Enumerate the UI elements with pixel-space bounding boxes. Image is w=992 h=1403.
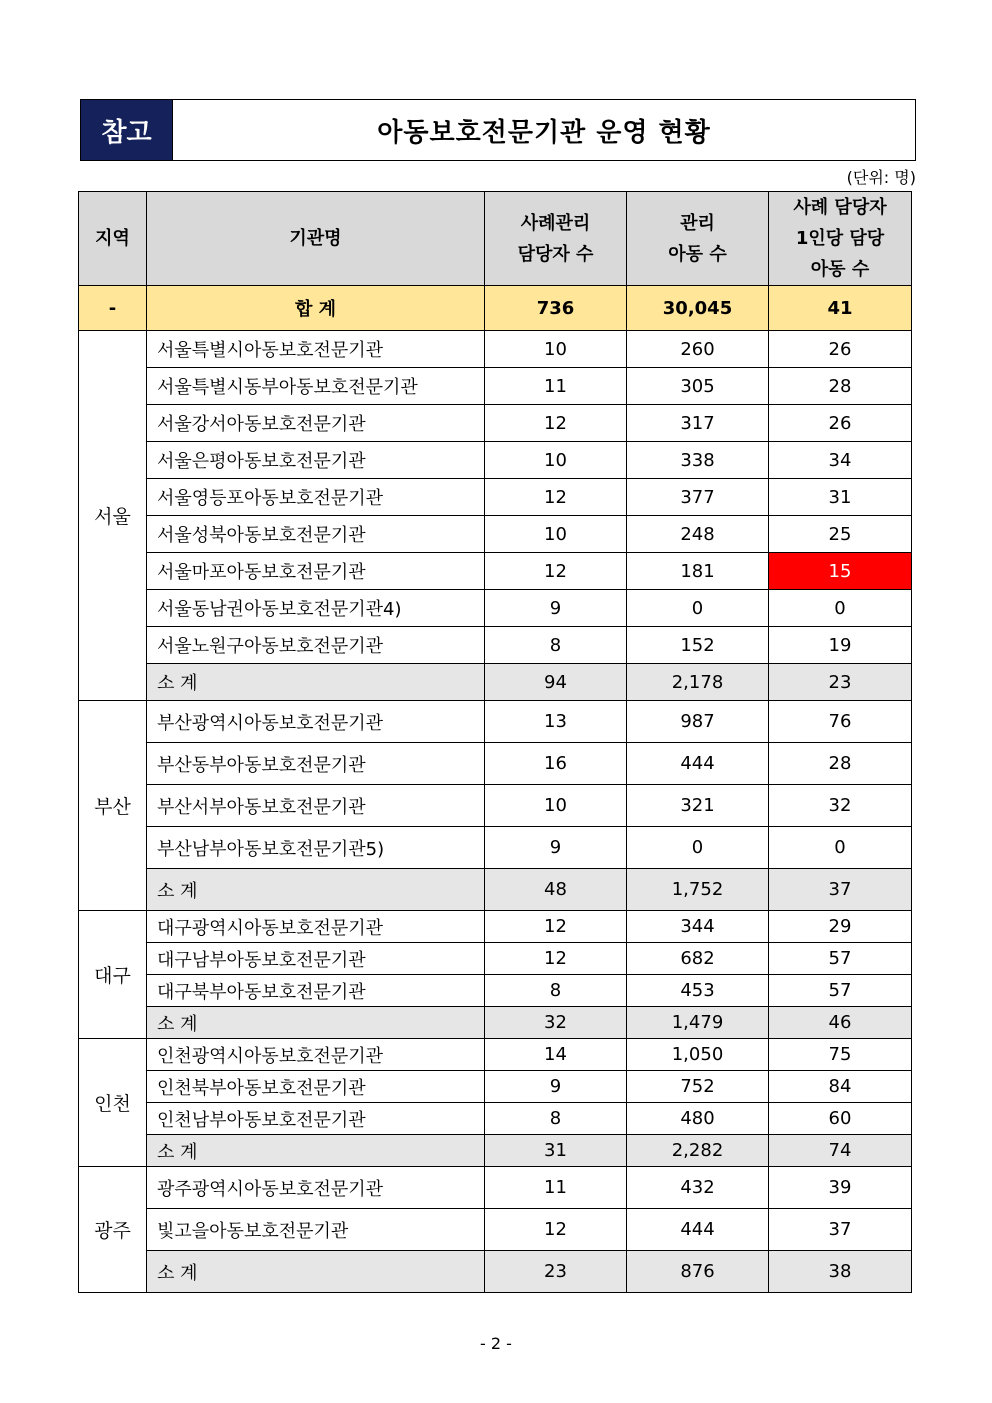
table-row [79,627,912,664]
per-cell: 29 [769,911,912,943]
table-row [79,479,912,516]
name-cell: 서울영등포아동보호전문기관 [147,479,485,516]
staff-cell: 8 [485,975,627,1007]
unit-note: (단위: 명) [846,168,916,187]
total-per: 41 [769,286,912,331]
name-cell: 서울성북아동보호전문기관 [147,516,485,553]
name-cell: 서울마포아동보호전문기관 [147,553,485,590]
page-number: - 2 - [480,1334,512,1353]
staff-cell: 10 [485,516,627,553]
title-box [80,99,916,161]
per-cell: 37 [769,1209,912,1251]
staff-cell: 12 [485,1209,627,1251]
col-header-staff: 사례관리 담당자 수 [485,192,627,286]
staff-cell: 11 [485,1167,627,1209]
col-header-per: 사례 담당자 1인당 담당 아동 수 [769,192,912,286]
name-cell: 소 계 [147,1251,485,1293]
table-row [79,1039,912,1071]
children-cell: 0 [627,827,769,869]
table-row [79,442,912,479]
name-cell: 부산서부아동보호전문기관 [147,785,485,827]
staff-cell: 31 [485,1135,627,1167]
staff-cell: 23 [485,1251,627,1293]
total-row [79,286,912,331]
total-region: - [79,286,147,331]
per-cell: 25 [769,516,912,553]
table-row [79,1071,912,1103]
staff-cell: 94 [485,664,627,701]
children-cell: 344 [627,911,769,943]
per-cell: 26 [769,405,912,442]
per-cell: 15 [769,553,912,590]
staff-cell: 48 [485,869,627,911]
subtotal-row [79,1007,912,1039]
staff-cell: 9 [485,590,627,627]
per-cell: 32 [769,785,912,827]
per-cell: 0 [769,590,912,627]
table-row [79,701,912,743]
children-cell: 480 [627,1103,769,1135]
region-cell: 광주 [79,1167,147,1293]
children-cell: 1,752 [627,869,769,911]
staff-cell: 9 [485,827,627,869]
name-cell: 대구남부아동보호전문기관 [147,943,485,975]
children-cell: 2,178 [627,664,769,701]
staff-cell: 11 [485,368,627,405]
children-cell: 432 [627,1167,769,1209]
per-cell: 57 [769,943,912,975]
name-cell: 서울특별시동부아동보호전문기관 [147,368,485,405]
table-row [79,943,912,975]
per-cell: 38 [769,1251,912,1293]
table-row [79,1167,912,1209]
region-cell: 인천 [79,1039,147,1167]
name-cell: 소 계 [147,1007,485,1039]
table-row [79,1209,912,1251]
col-header-name: 기관명 [147,192,485,286]
staff-cell: 10 [485,331,627,368]
staff-cell: 12 [485,553,627,590]
name-cell: 서울동남권아동보호전문기관4) [147,590,485,627]
name-cell: 서울강서아동보호전문기관 [147,405,485,442]
total-children: 30,045 [627,286,769,331]
staff-cell: 14 [485,1039,627,1071]
children-cell: 305 [627,368,769,405]
name-cell: 인천광역시아동보호전문기관 [147,1039,485,1071]
children-cell: 876 [627,1251,769,1293]
name-cell: 서울은평아동보호전문기관 [147,442,485,479]
agency-table [78,191,912,1293]
name-cell: 대구광역시아동보호전문기관 [147,911,485,943]
per-cell: 46 [769,1007,912,1039]
staff-cell: 9 [485,1071,627,1103]
table-row [79,516,912,553]
table-row [79,827,912,869]
per-cell: 31 [769,479,912,516]
staff-cell: 12 [485,405,627,442]
col-header-region: 지역 [79,192,147,286]
per-cell: 76 [769,701,912,743]
per-cell: 23 [769,664,912,701]
page-title: 아동보호전문기관 운영 현황 [377,117,711,148]
name-cell: 부산광역시아동보호전문기관 [147,701,485,743]
children-cell: 321 [627,785,769,827]
table-row [79,1103,912,1135]
children-cell: 444 [627,743,769,785]
name-cell: 소 계 [147,1135,485,1167]
table-row [79,785,912,827]
region-cell: 부산 [79,701,147,911]
per-cell: 28 [769,743,912,785]
table-row [79,331,912,368]
staff-cell: 16 [485,743,627,785]
subtotal-row [79,664,912,701]
region-cell: 서울 [79,331,147,701]
name-cell: 소 계 [147,869,485,911]
children-cell: 682 [627,943,769,975]
staff-cell: 32 [485,1007,627,1039]
subtotal-row [79,1251,912,1293]
children-cell: 152 [627,627,769,664]
table-row [79,911,912,943]
subtotal-row [79,1135,912,1167]
children-cell: 181 [627,553,769,590]
staff-cell: 8 [485,1103,627,1135]
children-cell: 2,282 [627,1135,769,1167]
per-cell: 84 [769,1071,912,1103]
per-cell: 26 [769,331,912,368]
staff-cell: 13 [485,701,627,743]
children-cell: 260 [627,331,769,368]
per-cell: 19 [769,627,912,664]
children-cell: 1,050 [627,1039,769,1071]
table-row [79,368,912,405]
children-cell: 338 [627,442,769,479]
per-cell: 57 [769,975,912,1007]
name-cell: 빛고을아동보호전문기관 [147,1209,485,1251]
per-cell: 0 [769,827,912,869]
table-row [79,553,912,590]
per-cell: 39 [769,1167,912,1209]
staff-cell: 12 [485,479,627,516]
name-cell: 광주광역시아동보호전문기관 [147,1167,485,1209]
children-cell: 453 [627,975,769,1007]
per-cell: 37 [769,869,912,911]
name-cell: 서울특별시아동보호전문기관 [147,331,485,368]
per-cell: 34 [769,442,912,479]
per-cell: 75 [769,1039,912,1071]
header-row [79,192,912,286]
name-cell: 서울노원구아동보호전문기관 [147,627,485,664]
children-cell: 987 [627,701,769,743]
table-row [79,743,912,785]
name-cell: 부산남부아동보호전문기관5) [147,827,485,869]
staff-cell: 12 [485,943,627,975]
children-cell: 317 [627,405,769,442]
table-row [79,405,912,442]
name-cell: 인천남부아동보호전문기관 [147,1103,485,1135]
children-cell: 377 [627,479,769,516]
subtotal-row [79,869,912,911]
children-cell: 1,479 [627,1007,769,1039]
staff-cell: 10 [485,442,627,479]
name-cell: 인천북부아동보호전문기관 [147,1071,485,1103]
reference-tag: 참고 [81,100,173,160]
children-cell: 444 [627,1209,769,1251]
per-cell: 28 [769,368,912,405]
name-cell: 대구북부아동보호전문기관 [147,975,485,1007]
name-cell: 소 계 [147,664,485,701]
children-cell: 0 [627,590,769,627]
staff-cell: 12 [485,911,627,943]
children-cell: 248 [627,516,769,553]
staff-cell: 8 [485,627,627,664]
total-label: 합 계 [147,286,485,331]
col-header-children: 관리 아동 수 [627,192,769,286]
name-cell: 부산동부아동보호전문기관 [147,743,485,785]
children-cell: 752 [627,1071,769,1103]
table-row [79,590,912,627]
staff-cell: 10 [485,785,627,827]
per-cell: 60 [769,1103,912,1135]
region-cell: 대구 [79,911,147,1039]
total-staff: 736 [485,286,627,331]
table-row [79,975,912,1007]
per-cell: 74 [769,1135,912,1167]
